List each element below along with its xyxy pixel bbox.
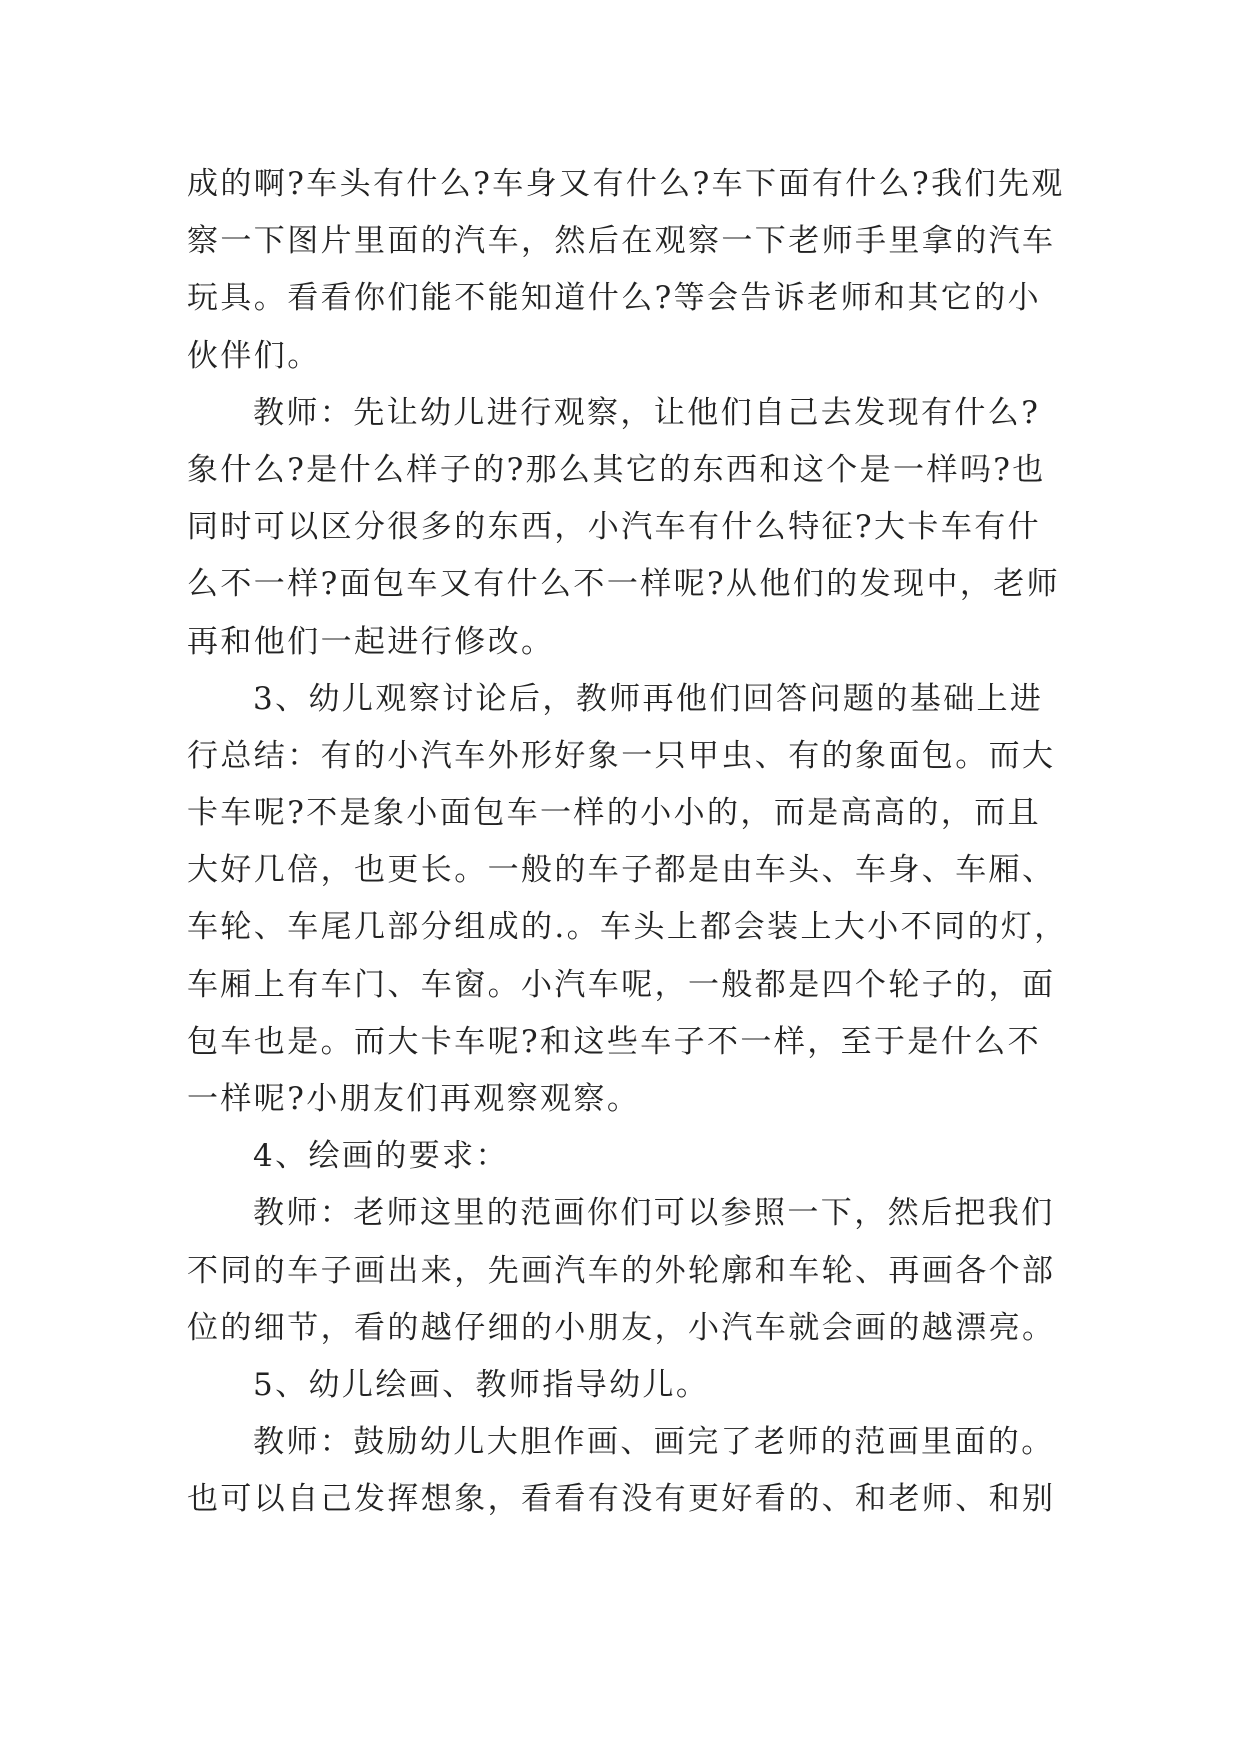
text-line: 么不一样?面包车又有什么不一样呢?从他们的发现中，老师	[187, 566, 1061, 603]
text-line: 也可以自己发挥想象，看看有没有更好看的、和老师、和别	[187, 1481, 1056, 1518]
text-line: 4、绘画的要求：	[253, 1138, 509, 1175]
text-line: 不同的车子画出来，先画汽车的外轮廓和车轮、再画各个部	[187, 1252, 1056, 1289]
text-line: 察一下图片里面的汽车，然后在观察一下老师手里拿的汽车	[187, 223, 1056, 260]
text-line: 玩具。看看你们能不能知道什么?等会告诉老师和其它的小	[187, 280, 1042, 317]
text-line: 5、幼儿绘画、教师指导幼儿。	[253, 1366, 710, 1403]
text-line: 再和他们一起进行修改。	[187, 623, 555, 660]
text-line: 成的啊?车头有什么?车身又有什么?车下面有什么?我们先观	[187, 166, 1065, 202]
body-text	[187, 156, 1068, 1529]
text-line: 卡车呢?不是象小面包车一样的小小的，而是高高的，而且	[187, 795, 1042, 832]
text-line: 车轮、车尾几部分组成的.。车头上都会装上大小不同的灯，	[187, 909, 1068, 946]
text-line: 象什么?是什么样子的?那么其它的东西和这个是一样吗?也	[187, 451, 1046, 488]
text-line: 3、幼儿观察讨论后，教师再他们回答问题的基础上进	[253, 680, 1044, 717]
text-line: 包车也是。而大卡车呢?和这些车子不一样，至于是什么不	[187, 1023, 1042, 1060]
text-line: 教师：先让幼儿进行观察，让他们自己去发现有什么?	[253, 394, 1041, 431]
text-line: 车厢上有车门、车窗。小汽车呢，一般都是四个轮子的，面	[187, 966, 1056, 1003]
text-line: 位的细节，看的越仔细的小朋友，小汽车就会画的越漂亮。	[187, 1309, 1056, 1346]
text-line: 教师：鼓励幼儿大胆作画、画完了老师的范画里面的。	[253, 1424, 1055, 1461]
text-line: 行总结：有的小汽车外形好象一只甲虫、有的象面包。而大	[187, 737, 1056, 774]
text-line: 同时可以区分很多的东西，小汽车有什么特征?大卡车有什	[187, 509, 1042, 546]
text-line: 大好几倍，也更长。一般的车子都是由车头、车身、车厢、	[187, 852, 1056, 889]
text-line: 教师：老师这里的范画你们可以参照一下，然后把我们	[253, 1195, 1055, 1232]
text-line: 伙伴们。	[187, 337, 321, 374]
text-line: 一样呢?小朋友们再观察观察。	[187, 1081, 641, 1117]
